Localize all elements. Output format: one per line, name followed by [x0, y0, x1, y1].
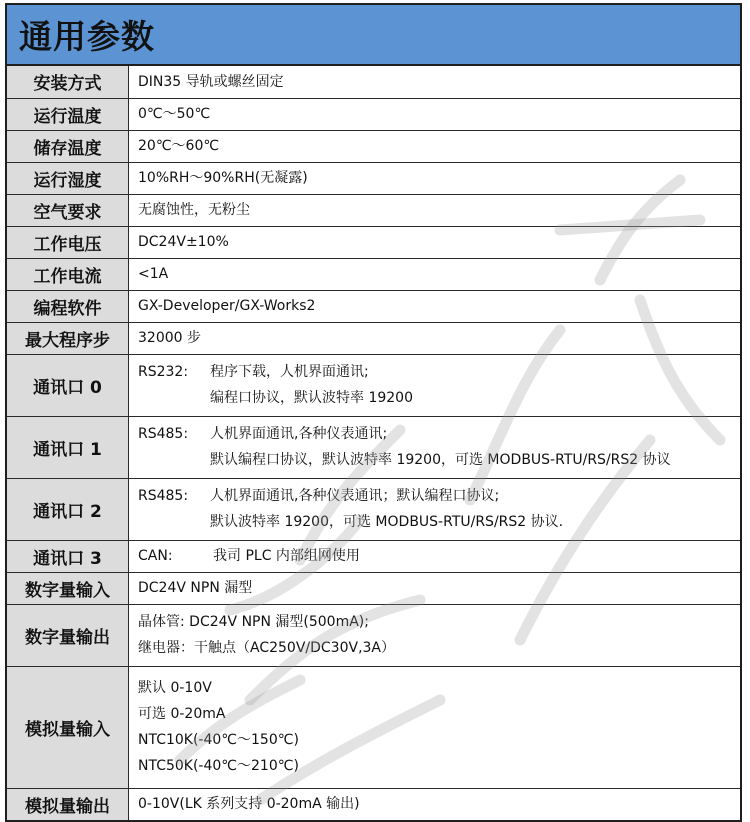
row-label: 数字量输入: [7, 572, 129, 604]
row-label: 编程软件: [7, 290, 129, 322]
spec-table: [7, 66, 740, 820]
row-label: 工作电流: [7, 258, 129, 290]
table-row: [7, 290, 740, 322]
table-row: [7, 258, 740, 290]
row-value: RS485: 人机界面通讯,各种仪表通讯; 默认编程口协议，默认波特率 19200，可选 MODBUS-RTU/RS/RS2 协议: [129, 416, 741, 478]
row-value: <1A: [129, 258, 741, 290]
row-label: 储存温度: [7, 130, 129, 162]
page-title: 通用参数: [7, 5, 740, 66]
row-label: 模拟量输出: [7, 788, 129, 820]
row-value: CAN: 我司 PLC 内部组网使用: [129, 540, 741, 572]
row-value: 默认 0-10V 可选 0-20mA NTC10K(-40℃～150℃) NTC50K(-40℃～210℃): [129, 666, 741, 788]
row-value: DC24V NPN 漏型: [129, 572, 741, 604]
row-value: 0℃～50℃: [129, 98, 741, 130]
row-value: 32000 步: [129, 322, 741, 354]
row-label: 模拟量输入: [7, 666, 129, 788]
row-label: 运行温度: [7, 98, 129, 130]
table-row: [7, 66, 740, 98]
row-value: RS485: 人机界面通讯,各种仪表通讯；默认编程口协议; 默认波特率 19200，可选 MODBUS-RTU/RS/RS2 协议.: [129, 478, 741, 540]
row-label: 通讯口 2: [7, 478, 129, 540]
row-label: 工作电压: [7, 226, 129, 258]
spec-sheet: [5, 3, 742, 822]
table-row: [7, 162, 740, 194]
table-row: [7, 98, 740, 130]
table-row: [7, 194, 740, 226]
row-value: RS232: 程序下载，人机界面通讯; 编程口协议，默认波特率 19200: [129, 354, 741, 416]
row-value: 无腐蚀性，无粉尘: [129, 194, 741, 226]
table-row: [7, 354, 740, 416]
row-value: 0-10V(LK 系列支持 0-20mA 输出): [129, 788, 741, 820]
row-label: 空气要求: [7, 194, 129, 226]
row-label: 通讯口 3: [7, 540, 129, 572]
row-value: 20℃～60℃: [129, 130, 741, 162]
table-row: [7, 478, 740, 540]
row-label: 运行湿度: [7, 162, 129, 194]
row-value: 10%RH～90%RH(无凝露): [129, 162, 741, 194]
row-label: 最大程序步: [7, 322, 129, 354]
row-label: 安装方式: [7, 66, 129, 98]
table-row: [7, 226, 740, 258]
row-value: GX-Developer/GX-Works2: [129, 290, 741, 322]
table-row: [7, 416, 740, 478]
table-row: [7, 130, 740, 162]
row-label: 通讯口 0: [7, 354, 129, 416]
row-value: 晶体管: DC24V NPN 漏型(500mA); 继电器：干触点（AC250V/DC30V,3A）: [129, 604, 741, 666]
row-value: DIN35 导轨或螺丝固定: [129, 66, 741, 98]
table-row: [7, 540, 740, 572]
table-row: [7, 322, 740, 354]
table-row: [7, 604, 740, 666]
table-row: [7, 788, 740, 820]
table-row: [7, 572, 740, 604]
row-label: 数字量输出: [7, 604, 129, 666]
row-label: 通讯口 1: [7, 416, 129, 478]
table-row: [7, 666, 740, 788]
row-value: DC24V±10%: [129, 226, 741, 258]
